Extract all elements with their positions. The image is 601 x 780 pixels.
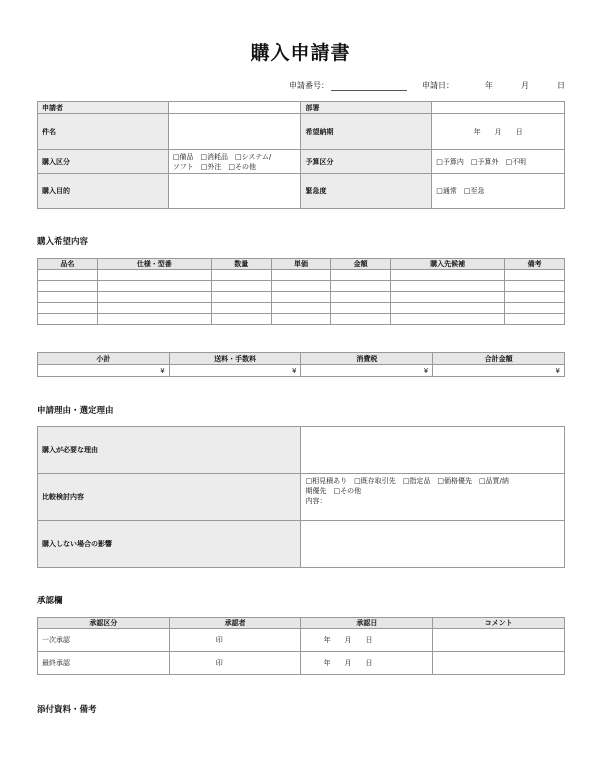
applicant-info-table (37, 101, 565, 209)
urgency-options[interactable]: □通常 □至急 (432, 174, 565, 209)
table-row[interactable] (38, 281, 565, 292)
table-row[interactable] (38, 292, 565, 303)
category-options[interactable] (168, 150, 301, 174)
budget-label: 予算区分 (301, 150, 432, 174)
approval-section-heading: 承認欄 (37, 596, 63, 606)
reason-table (37, 426, 565, 568)
approval-type-header: 承認区分 (38, 618, 170, 629)
first-approval-label: 一次承認 (38, 629, 170, 652)
attachments-heading: 添付資料・備考 (37, 705, 97, 715)
approval-table (37, 617, 565, 675)
currency-symbol: ¥ (423, 366, 429, 375)
tax-field[interactable] (301, 365, 433, 377)
page-title: 購入申請書 (250, 42, 351, 64)
desired-date-label: 希望納期 (301, 114, 432, 150)
application-date-label: 申請日： (422, 81, 454, 90)
department-label: 部署 (301, 102, 432, 114)
subtotal-header: 小計 (38, 353, 170, 365)
comparison-content-label: 内容： (305, 497, 327, 505)
category-options-line-2: ソフト □外注 □その他 (172, 162, 256, 171)
department-field[interactable] (432, 102, 565, 114)
approver-header: 承認者 (169, 618, 301, 629)
comparison-options-line-2: 期優先 □その他 (305, 487, 362, 495)
col-item-name: 品名 (38, 259, 98, 270)
first-approval-date[interactable]: 年 月 日 (301, 629, 433, 652)
col-remarks: 備考 (505, 259, 565, 270)
impact-field[interactable] (301, 521, 565, 568)
category-label: 購入区分 (38, 150, 169, 174)
comparison-options-line-1: □相見積あり □既存取引先 □指定品 □価格優先 □品質/納 (305, 477, 509, 485)
category-options-line-1: □備品 □消耗品 □システム/ (172, 152, 272, 161)
table-row[interactable] (38, 314, 565, 325)
shipping-field[interactable] (169, 365, 301, 377)
final-approval-date[interactable]: 年 月 日 (301, 652, 433, 675)
totals-table (37, 352, 565, 377)
items-section-heading: 購入希望内容 (37, 237, 89, 247)
final-approval-label: 最終承認 (38, 652, 170, 675)
col-spec: 仕様・型番 (97, 259, 211, 270)
purpose-label: 購入目的 (38, 174, 169, 209)
currency-symbol: ¥ (160, 366, 165, 375)
col-amount: 金額 (331, 259, 391, 270)
items-table-header (38, 259, 565, 270)
application-date-year: 年 (485, 81, 493, 90)
applicant-label: 申請者 (38, 102, 169, 114)
application-number-field[interactable] (331, 81, 407, 91)
budget-options[interactable]: □予算内 □予算外 □不明 (432, 150, 565, 174)
col-quantity: 数量 (211, 259, 271, 270)
first-approval-comment[interactable] (433, 629, 565, 652)
table-row[interactable] (38, 270, 565, 281)
application-number-label: 申請番号： (289, 81, 329, 90)
comparison-label: 比較検討内容 (38, 474, 301, 521)
currency-symbol: ¥ (292, 366, 297, 375)
col-vendor: 購入先候補 (391, 259, 505, 270)
reason-why-field[interactable] (301, 427, 565, 474)
final-approval-comment[interactable] (433, 652, 565, 675)
application-date-day: 日 (557, 81, 565, 90)
tax-header: 消費税 (301, 353, 433, 365)
first-approver-stamp[interactable]: 印 (169, 629, 301, 652)
reason-section-heading: 申請理由・選定理由 (37, 406, 114, 416)
application-number (289, 80, 407, 91)
comparison-field[interactable] (301, 474, 565, 521)
final-approver-stamp[interactable]: 印 (169, 652, 301, 675)
applicant-field[interactable] (168, 102, 301, 114)
desired-date-field[interactable]: 年 月 日 (432, 114, 565, 150)
approval-date-header: 承認日 (301, 618, 433, 629)
subtotal-field[interactable] (38, 365, 170, 377)
reason-why-label: 購入が必要な理由 (38, 427, 301, 474)
table-row[interactable] (38, 303, 565, 314)
comment-header: コメント (433, 618, 565, 629)
table-row (38, 652, 565, 675)
grand-total-header: 合計金額 (433, 353, 565, 365)
purpose-field[interactable] (168, 174, 301, 209)
currency-symbol: ¥ (555, 366, 560, 375)
grand-total-field[interactable] (433, 365, 565, 377)
item-label: 件名 (38, 114, 169, 150)
item-field[interactable] (168, 114, 301, 150)
impact-label: 購入しない場合の影響 (38, 521, 301, 568)
urgency-label: 緊急度 (301, 174, 432, 209)
items-table (37, 258, 565, 325)
table-row (38, 629, 565, 652)
col-unit-price: 単価 (271, 259, 331, 270)
shipping-header: 送料・手数料 (169, 353, 301, 365)
application-date-month: 月 (521, 81, 529, 90)
